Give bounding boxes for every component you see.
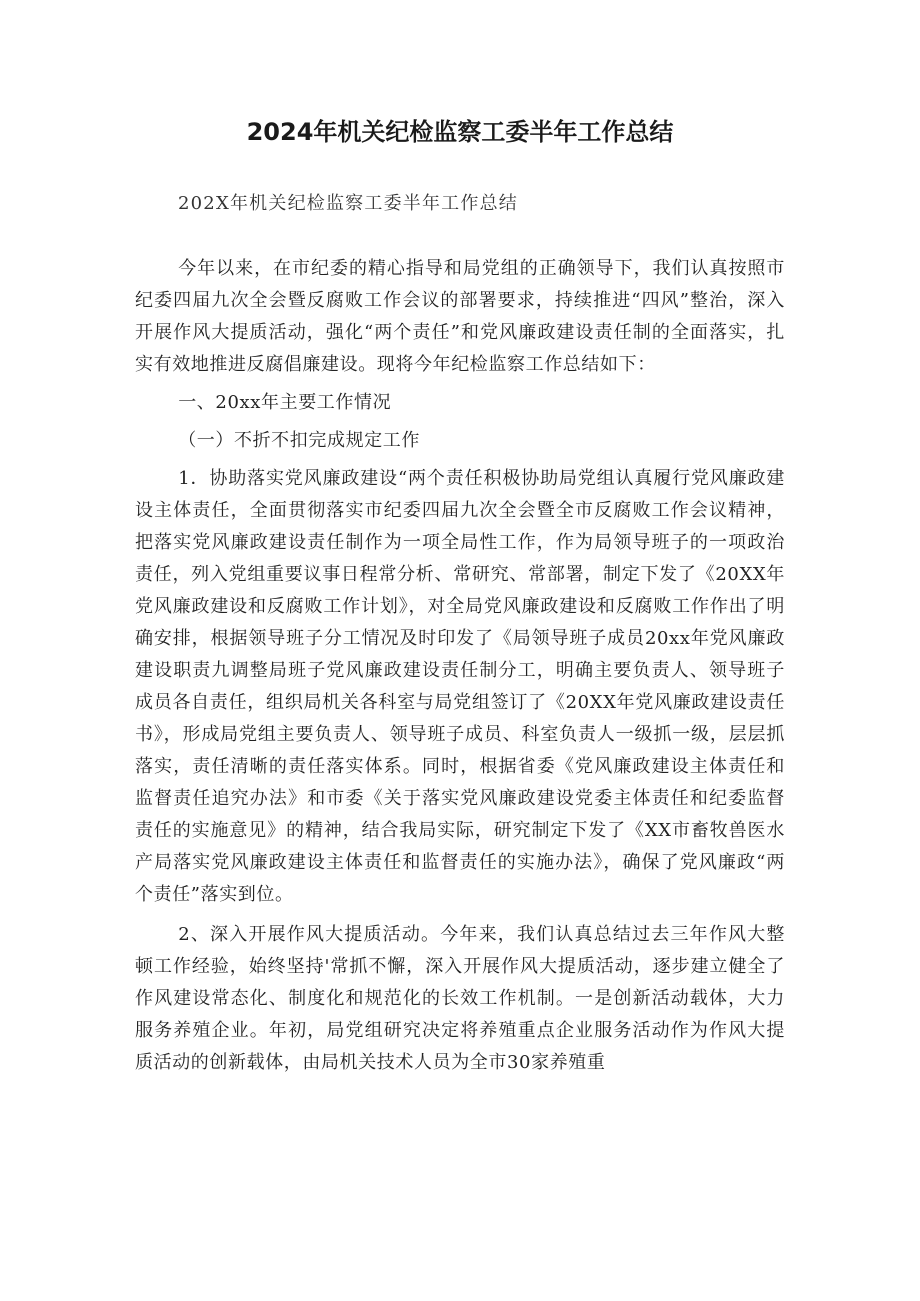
subsection-heading-required-work: （一）不折不扣完成规定工作 xyxy=(178,430,420,451)
document-title: 2024年机关纪检监察工委半年工作总结 xyxy=(246,118,674,146)
document-subtitle: 202X年机关纪检监察工委半年工作总结 xyxy=(178,193,518,214)
paragraph-item-1: 1．协助落实党风廉政建设“两个责任积极协助局党组认真履行党风廉政建设主体责任，全面贯彻落实市纪委四届九次全会暨全市反腐败工作会议精神，把落实党风廉政建设责任制作为一项全局性工作，作为局领导班子的一项政治责任，列入党组重要议事日程常分析、常研究、常部署，制定下发了《20XX年党风廉政建设和反腐败工作计划》，对全局党风廉政建设和反腐败工作作出了明确安排，根据领导班子分工情况及时印发了《局领导班子成员20xx年党风廉政建设职责九调整局班子党风廉政建设责任制分工，明确主要负责人、领导班子成员各自责任，组织局机关各科室与局党组签订了《20XX年党风廉政建设责任书》，形成局党组主要负责人、领导班子成员、科室负责人一级抓一级，层层抓落实，责任清晰的责任落实体系。同时，根据省委《党风廉政建设主体责任和监督责任追究办法》和市委《关于落实党风廉政建设党委主体责任和纪委监督责任的实施意见》的精神，结合我局实际，研究制定下发了《XX市畜牧兽医水产局落实党风廉政建设主体责任和监督责任的实施办法》，确保了党风廉政“两个责任”落实到位。 xyxy=(135,468,785,905)
intro-paragraph: 今年以来，在市纪委的精心指导和局党组的正确领导下，我们认真按照市纪委四届九次全会暨反腐败工作会议的部署要求，持续推进“四风”整治，深入开展作风大提质活动，强化“两个责任”和党风廉政建设责任制的全面落实，扎实有效地推进反腐倡廉建设。现将今年纪检监察工作总结如下： xyxy=(135,258,785,375)
paragraph-item-2: 2、深入开展作风大提质活动。今年来，我们认真总结过去三年作风大整顿工作经验，始终坚持'常抓不懈，深入开展作风大提质活动，逐步建立健全了作风建设常态化、制度化和规范化的长效工作机制。一是创新活动载体，大力服务养殖企业。年初，局党组研究决定将养殖重点企业服务活动作为作风大提质活动的创新载体，由局机关技术人员为全市30家养殖重 xyxy=(135,924,785,1073)
document-body xyxy=(135,253,785,1079)
section-heading-main-work: 一、20xx年主要工作情况 xyxy=(178,392,392,413)
